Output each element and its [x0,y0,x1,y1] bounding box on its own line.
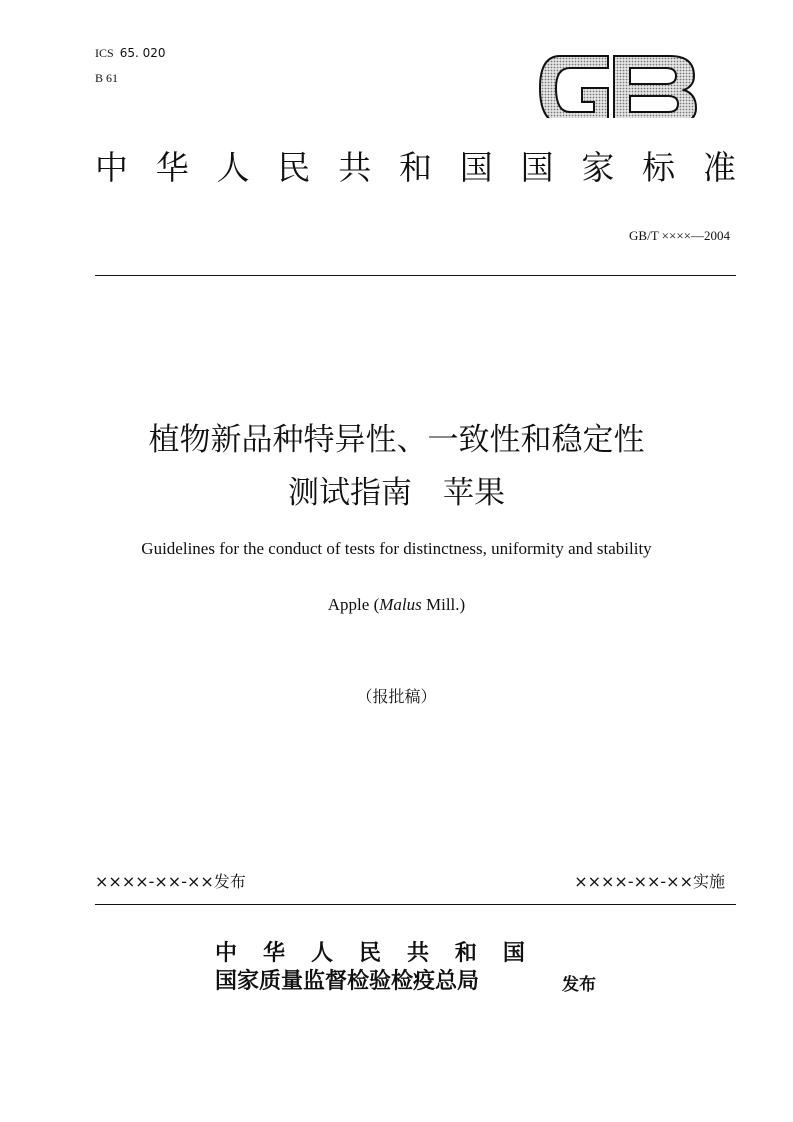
title-char: 民 [277,148,311,187]
title-char: 国 [459,148,493,187]
issuer-char: 和 [454,941,477,966]
title-char: 国 [520,148,554,187]
implement-date: ××××-××-××实施 [574,872,725,891]
title-char: 共 [338,148,372,187]
ics-number: 65. 020 [119,46,166,60]
issuer-char: 民 [358,941,381,966]
species-latin-name: Malus [379,595,422,614]
issuer-char: 共 [406,941,429,966]
document-title-english: Guidelines for the conduct of tests for distinctness, uniformity and stability [141,539,652,558]
issuer-agency: 国家质量监督检验检疫总局 [215,969,480,994]
bottom-divider [95,904,736,905]
issuer-char: 国 [502,941,525,966]
issuer-country [215,936,525,967]
species-prefix: Apple ( [327,595,380,614]
document-title-line2: 测试指南 苹果 [288,475,505,511]
ics-code [95,46,166,61]
issuer-char: 人 [310,941,333,966]
title-char: 华 [155,148,189,187]
title-char: 和 [398,148,432,187]
issue-label: 发布 [562,975,596,995]
title-char: 准 [702,148,736,187]
title-char: 家 [581,148,615,187]
gb-logo [538,48,698,128]
title-char: 中 [95,148,128,187]
top-divider [95,275,736,276]
species-name [0,595,793,615]
document-title-line1: 植物新品种特异性、一致性和稳定性 [148,422,645,458]
issuer-char: 华 [262,941,285,966]
draft-status: （报批稿） [356,687,437,706]
national-standard-title [95,150,736,186]
title-char: 人 [216,148,250,187]
ics-label: ICS [95,46,114,60]
issuer-char: 中 [215,941,238,966]
title-char: 标 [642,148,676,187]
ccs-code: B 61 [95,71,119,85]
species-suffix: Mill.) [421,595,466,614]
publish-date: ××××-××-××发布 [95,872,246,891]
standard-number: GB/T ××××—2004 [629,228,730,243]
